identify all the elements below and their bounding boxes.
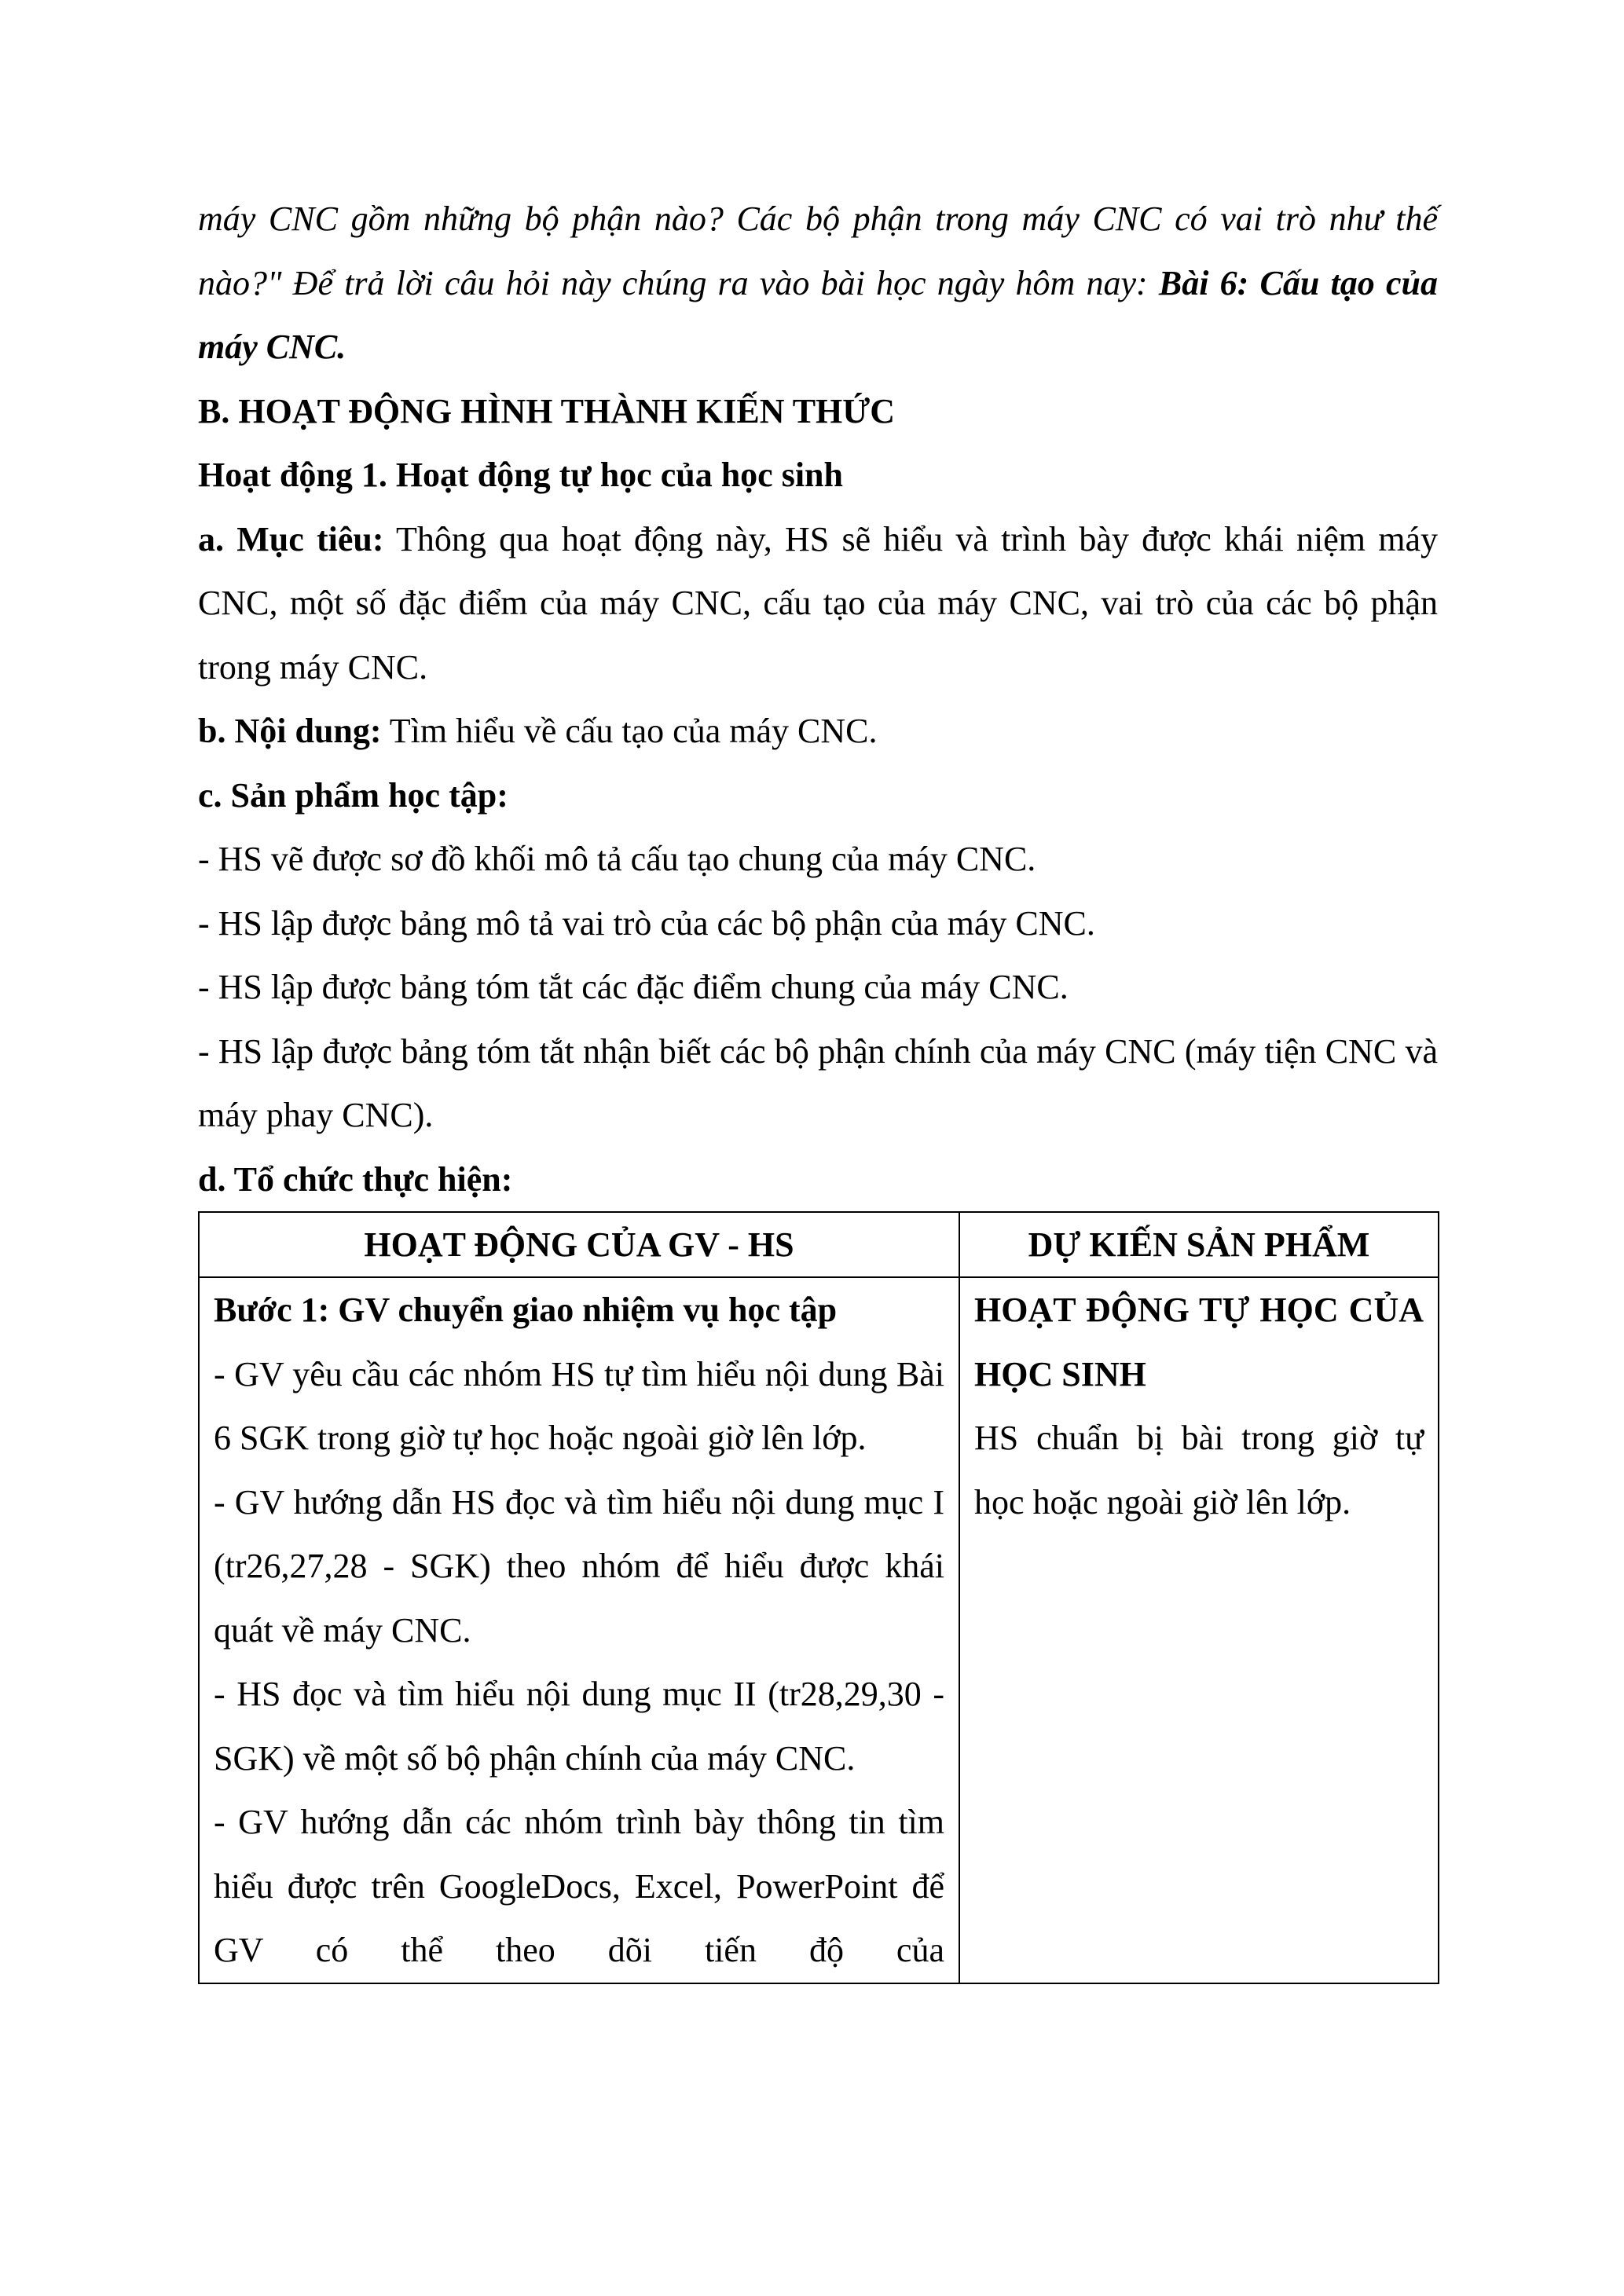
section-title: B. HOẠT ĐỘNG HÌNH THÀNH KIẾN THỨC bbox=[198, 391, 896, 430]
header-teacher-student: HOẠT ĐỘNG CỦA GV - HS bbox=[199, 1212, 959, 1277]
objective-text: Thông qua hoạt động này, HS sẽ hiểu và trình bày được khái niệm máy CNC, một số đặc điểm của máy CNC, cấu tạo của máy CNC, vai trò của các bộ phận trong máy CNC. bbox=[198, 519, 1438, 687]
content-label: b. Nội dung: bbox=[198, 712, 382, 750]
right-cell bbox=[959, 1277, 1439, 1983]
header-expected-product: DỰ KIẾN SẢN PHẨM bbox=[959, 1212, 1439, 1277]
left-paragraph: - HS đọc và tìm hiểu nội dung mục II (tr28,29,30 - SGK) về một số bộ phận chính của máy CNC. bbox=[214, 1675, 944, 1778]
organize-label: d. Tổ chức thực hiện: bbox=[198, 1159, 513, 1199]
activity-title: Hoạt động 1. Hoạt động tự học của học sinh bbox=[198, 456, 843, 494]
product-item: - HS lập được bảng tóm tắt nhận biết các bộ phận chính của máy CNC (máy tiện CNC và máy phay CNC). bbox=[198, 1031, 1438, 1134]
right-text: HS chuẩn bị bài trong giờ tự học hoặc ngoài giờ lên lớp. bbox=[974, 1419, 1424, 1522]
step-title: Bước 1: GV chuyển giao nhiệm vụ học tập bbox=[214, 1291, 838, 1329]
objective-label: a. Mục tiêu: bbox=[198, 519, 384, 558]
product-item: - HS lập được bảng mô tả vai trò của các bộ phận của máy CNC. bbox=[198, 903, 1095, 943]
table-row bbox=[199, 1277, 1439, 1983]
right-title: HOẠT ĐỘNG TỰ HỌC CỦA HỌC SINH bbox=[974, 1291, 1424, 1393]
product-item: - HS vẽ được sơ đồ khối mô tả cấu tạo chung của máy CNC. bbox=[198, 840, 1036, 878]
product-label: c. Sản phẩm học tập: bbox=[198, 775, 508, 815]
intro-paragraph bbox=[198, 187, 1438, 379]
content-paragraph bbox=[198, 699, 1438, 764]
table-header-row bbox=[199, 1212, 1439, 1277]
content-text: Tìm hiểu về cấu tạo của máy CNC. bbox=[381, 712, 878, 750]
objective-paragraph bbox=[198, 507, 1438, 700]
left-paragraph: - GV yêu cầu các nhóm HS tự tìm hiểu nội dung Bài 6 SGK trong giờ tự học hoặc ngoài giờ lên lớp. bbox=[214, 1354, 944, 1457]
left-paragraph: - GV hướng dẫn các nhóm trình bày thông tin tìm hiểu được trên GoogleDocs, Excel, PowerPoint để GV có thể theo dõi tiến độ của bbox=[214, 1803, 944, 1969]
product-item: - HS lập được bảng tóm tắt các đặc điểm chung của máy CNC. bbox=[198, 968, 1069, 1006]
left-paragraph: - GV hướng dẫn HS đọc và tìm hiểu nội dung mục I (tr26,27,28 - SGK) theo nhóm để hiểu được khái quát về máy CNC. bbox=[214, 1482, 944, 1650]
activity-table bbox=[198, 1211, 1439, 1984]
document-page bbox=[198, 187, 1438, 1984]
lesson-title: Bài 6: Cấu tạo của máy CNC. bbox=[198, 263, 1438, 366]
intro-italic-text: máy CNC gồm những bộ phận nào? Các bộ phận trong máy CNC có vai trò như thế nào?" Để trả lời câu hỏi này chúng ra vào bài học ngày hôm nay: bbox=[198, 200, 1438, 302]
left-cell bbox=[199, 1277, 959, 1983]
